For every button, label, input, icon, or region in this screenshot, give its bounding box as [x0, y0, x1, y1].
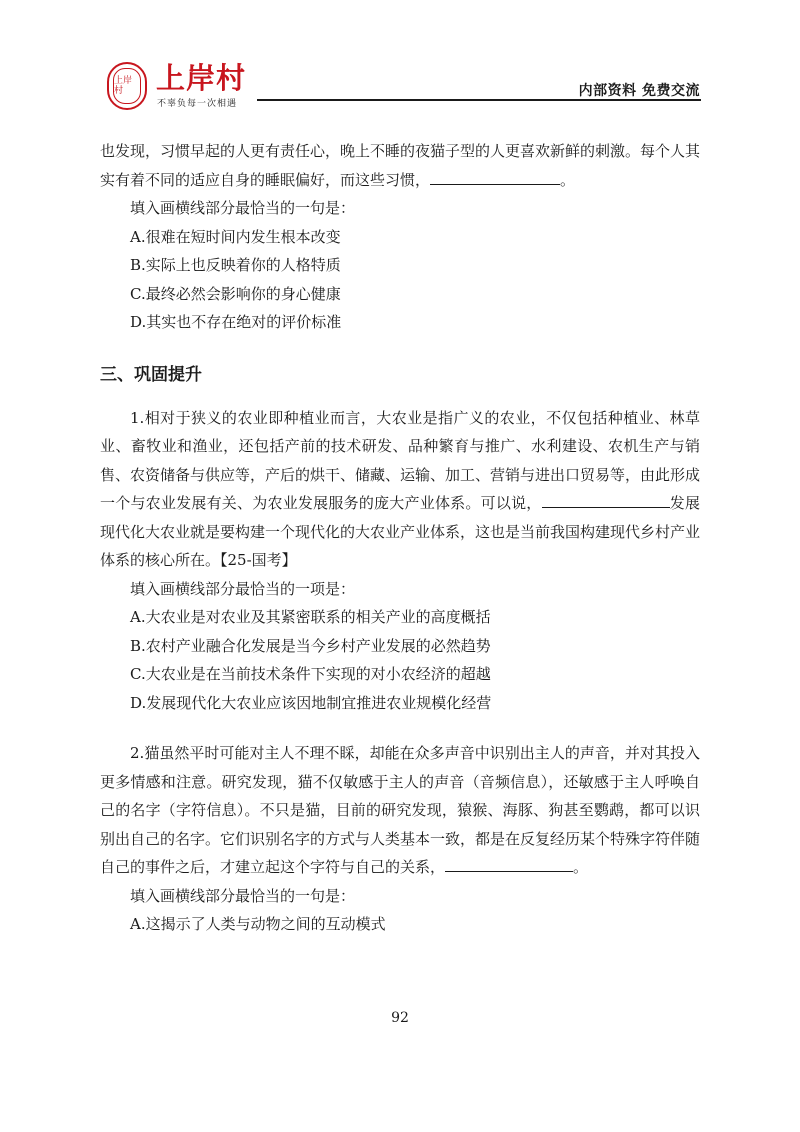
option-a: A.很难在短时间内发生根本改变: [130, 227, 341, 246]
logo-seal-icon: [107, 62, 147, 110]
question-prompt: 填入画横线部分最恰当的一句是：: [130, 199, 356, 217]
answer-blank: [430, 167, 560, 185]
answer-blank: [445, 854, 573, 872]
question-1: [100, 404, 700, 718]
page-header: [0, 0, 800, 120]
option-b: B.实际上也反映着你的人格特质: [130, 256, 341, 274]
question-prompt: 填入画横线部分最恰当的一句是：: [130, 886, 356, 905]
page-number: 92: [391, 1010, 409, 1026]
header-label: 内部资料 免费交流: [578, 83, 700, 99]
option-d: D.其实也不存在绝对的评价标准: [130, 313, 342, 331]
question-2-stem: [100, 739, 700, 882]
option-d: D.发展现代化大农业应该因地制宜推进农业规模化经营: [130, 693, 492, 712]
option-a: A.这揭示了人类与动物之间的互动模式: [130, 915, 386, 933]
brand-name: 上岸村: [156, 61, 247, 95]
intro-question-stem: [100, 137, 700, 194]
question-2: [100, 739, 700, 939]
option-c: C.大农业是在当前技术条件下实现的对小农经济的超越: [130, 665, 491, 683]
intro-question: [100, 137, 700, 337]
option-c: C.最终必然会影响你的身心健康: [130, 284, 341, 303]
brand-slogan: 不辜负每一次相遇: [157, 99, 238, 109]
question-1-stem-text: 1.相对于狭义的农业即种植业而言，大农业是指广义的农业，不仅包括种植业、林草业、畜牧业和渔业，还包括产前的技术研发、品种繁育与推广、水利建设、农机生产与销售、农资储备与供应等，产后的烘干、储藏、运输、加工、营销与进出口贸易等，由此形成一个与农业发展有关、为农业发展服务的庞大产业体系。可以说，: [100, 408, 701, 512]
option-b: B.农村产业融合化发展是当今乡村产业发展的必然趋势: [130, 636, 491, 655]
page-content: [100, 137, 700, 939]
logo-seal-text: 上岸村: [113, 68, 141, 104]
spacer: [100, 717, 700, 739]
question-1-stem: [100, 404, 700, 575]
intro-stem-end: 。: [560, 170, 576, 189]
question-2-stem-end: 。: [573, 858, 589, 876]
header-rule: [257, 99, 701, 101]
question-1-stem-end: 发展现代化大农业就是要构建一个现代化的大农业产业体系，这也是当前我国构建现代乡村产业体系的核心所在。【25-国考】: [100, 494, 701, 569]
question-prompt: 填入画横线部分最恰当的一项是：: [130, 579, 356, 598]
question-2-stem-text: 2.猫虽然平时可能对主人不理不睬，却能在众多声音中识别出主人的声音，并对其投入更多情感和注意。研究发现，猫不仅敏感于主人的声音（音频信息），还敏感于主人呼唤自己的名字（字符信息）。不只是猫，目前的研究发现，猿猴、海豚、狗甚至鹦鹉，都可以识别出自己的名字。它们识别名字的方式与人类基本一致，都是在反复经历某个特殊字符伴随自己的事件之后，才建立起这个字符与自己的关系，: [100, 744, 701, 876]
answer-blank: [542, 490, 670, 508]
intro-stem-text: 也发现，习惯早起的人更有责任心，晚上不睡的夜猫子型的人更喜欢新鲜的刺激。每个人其实有着不同的适应自身的睡眠偏好，而这些习惯，: [100, 142, 701, 189]
option-a: A.大农业是对农业及其紧密联系的相关产业的高度概括: [130, 608, 491, 626]
section-heading: 三、巩固提升: [100, 364, 202, 385]
